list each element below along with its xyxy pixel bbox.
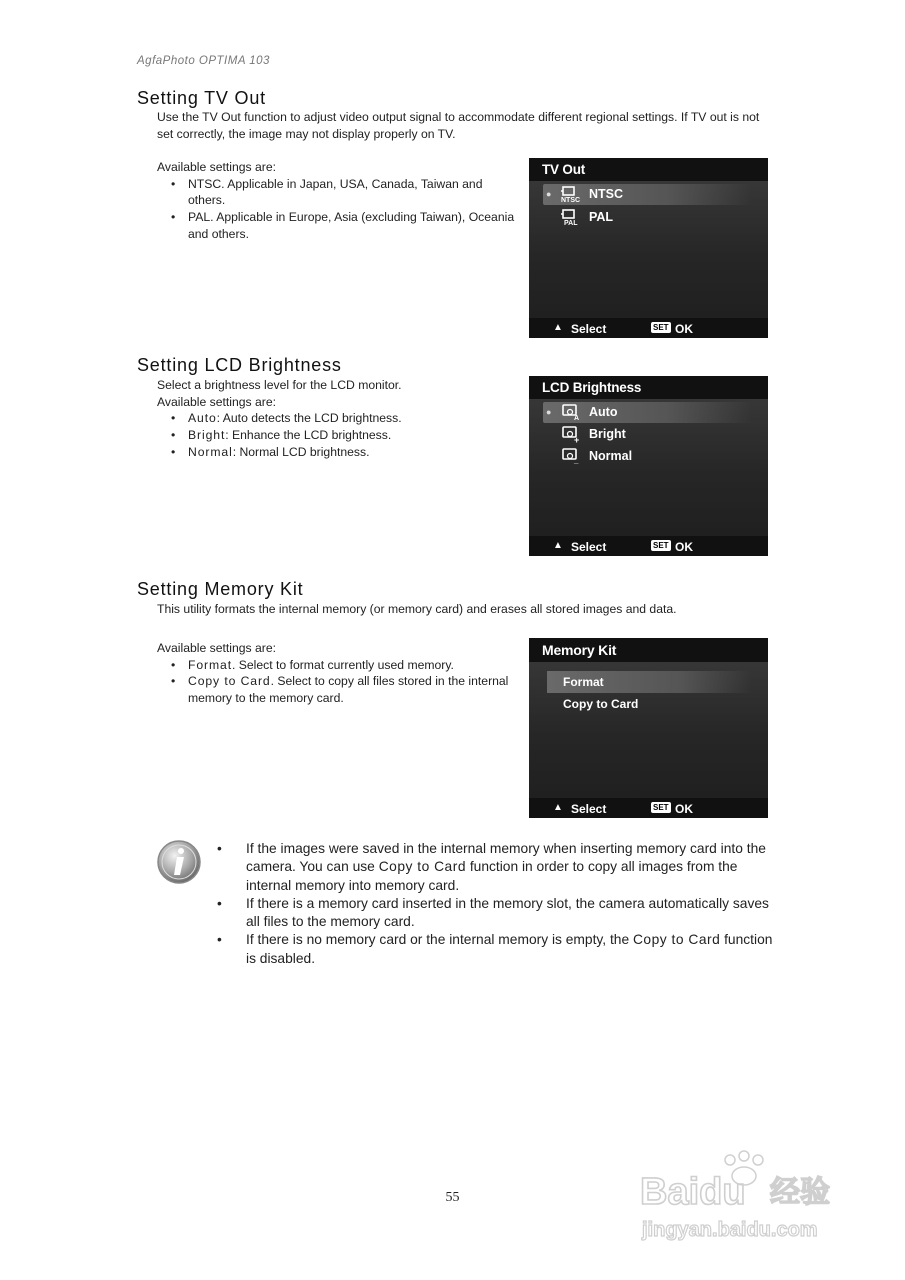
menu-option-copy-to-card[interactable]: [547, 693, 752, 715]
menu-option-normal[interactable]: [543, 446, 752, 467]
memkit-available-label: Available settings are:: [157, 641, 277, 655]
up-down-arrows-icon: ▲: [553, 540, 563, 551]
memkit-screen: [529, 638, 768, 818]
svg-text:+: +: [574, 435, 580, 443]
selected-dot-icon: ●: [546, 407, 552, 417]
list-item: • NTSC. Applicable in Japan, USA, Canada, Taiwan and others.: [157, 176, 517, 209]
footer-select-label: Select: [571, 540, 607, 554]
lcd-screen: [529, 376, 768, 556]
svg-text:_: _: [574, 456, 579, 465]
screen-title: Memory Kit: [529, 638, 768, 662]
menu-option-auto[interactable]: [543, 402, 752, 423]
selected-dot-icon: ●: [546, 189, 552, 199]
tvout-intro: [157, 109, 772, 142]
list-item: • Normal: Normal LCD brightness.: [157, 444, 517, 461]
manual-brand-header: AgfaPhoto OPTIMA 103: [137, 55, 270, 67]
footer-select-label: Select: [571, 322, 607, 336]
tvout-screen: [529, 158, 768, 338]
list-item: • Copy to Card. Select to copy all files stored in the internal memory to the memory card.: [157, 673, 517, 706]
menu-option-label: Copy to Card: [563, 697, 639, 711]
memkit-heading: Setting Memory Kit: [137, 579, 304, 599]
tvout-intro-text: Use the TV Out function to adjust video output signal to accommodate different regional settings. If TV out is not set correctly, the image may not display properly on TV.: [157, 110, 760, 141]
tv-output-icon: [561, 186, 583, 203]
lcd-available-label: Available settings are:: [157, 394, 277, 409]
screen-footer: [529, 536, 768, 556]
memkit-settings: [157, 640, 517, 707]
menu-option-label: Bright: [589, 427, 626, 441]
list-item: • Auto: Auto detects the LCD brightness.: [157, 410, 517, 427]
menu-option-label: Normal: [589, 449, 633, 463]
menu-option-label: Format: [563, 675, 604, 689]
list-item: • If there is a memory card inserted in the memory slot, the camera automatically saves all files to the memory card.: [217, 895, 777, 932]
lcd-intro-text: Select a brightness level for the LCD monitor.: [157, 378, 402, 392]
up-down-arrows-icon: ▲: [553, 322, 563, 333]
menu-option-label: Auto: [589, 405, 618, 419]
svg-text:NTSC: NTSC: [561, 197, 581, 203]
lcd-heading: Setting LCD Brightness: [137, 355, 342, 375]
list-item: • If the images were saved in the internal memory when inserting memory card into the camera. You can use Copy to Card function in order to copy all images from the internal memory into memory card.: [217, 840, 777, 895]
svg-text:经验: 经验: [770, 1175, 830, 1210]
footer-ok-label: OK: [675, 540, 693, 554]
menu-option-format[interactable]: [547, 671, 752, 693]
list-item: • PAL. Applicable in Europe, Asia (excluding Taiwan), Oceania and others.: [157, 209, 517, 242]
lcd-settings: [157, 377, 517, 461]
svg-text:A: A: [574, 415, 580, 421]
list-item: • Bright: Enhance the LCD brightness.: [157, 427, 517, 444]
tv-output-icon: [561, 209, 583, 226]
tvout-heading: Setting TV Out: [137, 88, 266, 108]
screen-title: LCD Brightness: [529, 376, 768, 399]
menu-option-bright[interactable]: [543, 424, 752, 445]
note-box: [217, 840, 777, 968]
info-icon: [156, 839, 202, 885]
screen-footer: [529, 798, 768, 818]
memkit-intro-text: This utility formats the internal memory (or memory card) and erases all stored images and data.: [157, 602, 677, 616]
set-button-icon: SET: [653, 323, 669, 332]
svg-text:jingyan.baidu.com: jingyan.baidu.com: [642, 1219, 818, 1241]
page-number: 55: [445, 1190, 460, 1205]
list-item: • Format. Select to format currently used memory.: [157, 657, 517, 674]
lcd-brightness-icon: [561, 426, 583, 443]
screen-footer: [529, 318, 768, 338]
set-button-icon: SET: [653, 541, 669, 550]
memkit-intro: [157, 601, 777, 618]
tvout-available-label: Available settings are:: [157, 160, 277, 174]
footer-ok-label: OK: [675, 322, 693, 336]
svg-text:Baidu: Baidu: [640, 1171, 746, 1213]
menu-option-pal[interactable]: [543, 207, 752, 228]
lcd-brightness-icon: [561, 448, 583, 465]
baidu-watermark-logo: [640, 1148, 860, 1248]
svg-text:PAL: PAL: [564, 220, 578, 226]
list-item: • If there is no memory card or the internal memory is empty, the Copy to Card function is disabled.: [217, 931, 777, 968]
menu-option-label: NTSC: [589, 187, 624, 201]
menu-option-ntsc[interactable]: [543, 184, 752, 205]
set-button-icon: SET: [653, 803, 669, 812]
menu-option-label: PAL: [589, 210, 614, 224]
tvout-settings: [157, 159, 517, 243]
footer-select-label: Select: [571, 802, 607, 816]
lcd-brightness-icon: [561, 404, 583, 421]
screen-title: TV Out: [529, 158, 768, 181]
footer-ok-label: OK: [675, 802, 693, 816]
up-down-arrows-icon: ▲: [553, 802, 563, 813]
